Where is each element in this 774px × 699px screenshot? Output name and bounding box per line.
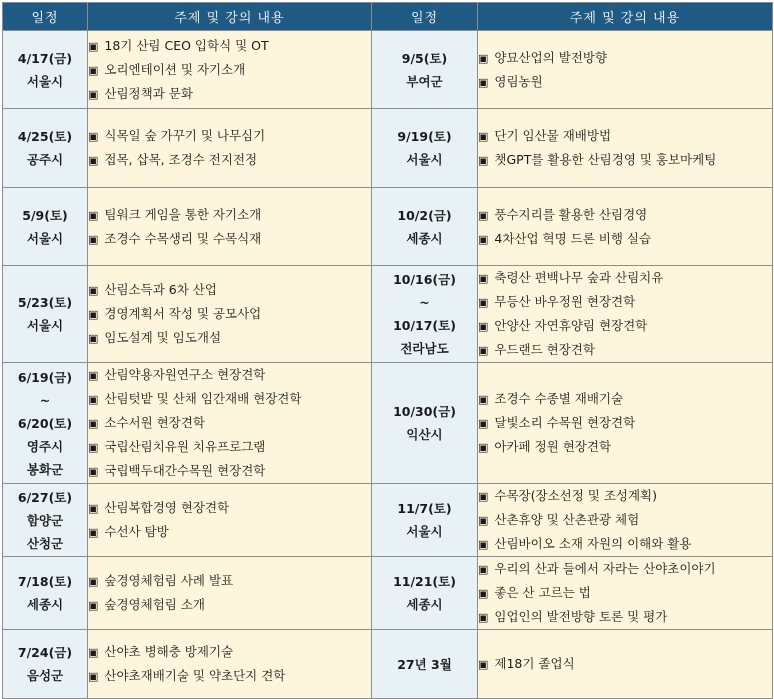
topic-item — [478, 203, 772, 227]
date-line: 27년 3월 — [397, 656, 452, 672]
topic-item — [88, 278, 371, 302]
square-bullet-icon: ▣ — [88, 393, 99, 406]
date-line: 11/21(토) — [393, 574, 456, 589]
square-bullet-icon: ▣ — [88, 599, 99, 612]
topic-text: 달빛소리 수목원 현장견학 — [494, 415, 636, 430]
schedule-row — [3, 109, 773, 188]
date-line: 9/19(토) — [397, 129, 452, 144]
topic-item — [88, 124, 371, 148]
topic-text: 산야초재배기술 및 약초단지 견학 — [104, 668, 286, 683]
topic-item — [478, 70, 772, 94]
date-cell-right — [372, 188, 478, 266]
topic-text: 조경수 수목생리 및 수목식재 — [104, 230, 262, 246]
topic-item — [88, 435, 371, 459]
topic-item — [88, 496, 371, 520]
date-line: 세종시 — [406, 597, 443, 612]
square-bullet-icon: ▣ — [88, 308, 99, 321]
square-bullet-icon: ▣ — [88, 441, 99, 454]
square-bullet-icon: ▣ — [478, 272, 489, 285]
topics-cell-right — [478, 363, 773, 484]
topics-cell-right — [478, 557, 773, 630]
schedule-row — [3, 557, 773, 630]
square-bullet-icon: ▣ — [88, 369, 99, 382]
topic-text: 경영계획서 작성 및 공모사업 — [104, 306, 262, 321]
topic-item — [478, 387, 772, 411]
topic-item — [88, 227, 371, 251]
topic-text: 산촌휴양 및 산촌관광 체험 — [494, 512, 640, 527]
topics-cell-left — [88, 484, 372, 557]
topic-item — [88, 593, 371, 617]
date-cell-right — [372, 363, 478, 484]
topic-text: 산림약용자원연구소 현장견학 — [104, 367, 266, 382]
schedule-row — [3, 630, 773, 699]
topic-text: 제18기 졸업식 — [494, 656, 575, 671]
square-bullet-icon: ▣ — [478, 611, 489, 624]
square-bullet-icon: ▣ — [478, 75, 489, 89]
date-line: 5/9(토) — [22, 207, 68, 223]
header-schedule-left: 일정 — [3, 3, 88, 31]
topics-cell-right — [478, 188, 773, 266]
square-bullet-icon: ▣ — [478, 344, 489, 357]
date-cell-left — [3, 109, 88, 188]
date-cell-left — [3, 266, 88, 363]
date-line: 세종시 — [26, 597, 64, 612]
topics-cell-left — [88, 109, 372, 188]
topics-cell-left — [88, 557, 372, 630]
square-bullet-icon: ▣ — [478, 232, 489, 246]
date-line: 서울시 — [406, 152, 443, 167]
date-cell-left — [3, 484, 88, 557]
topic-item — [88, 326, 371, 350]
date-line: 6/20(토) — [17, 415, 73, 431]
date-line: 11/7(토) — [397, 501, 452, 516]
topic-text: 국립산림치유원 치유프로그램 — [104, 439, 266, 454]
date-cell-left — [3, 188, 88, 266]
square-bullet-icon: ▣ — [478, 441, 489, 454]
topic-text: 산야초 병해충 방제기술 — [104, 644, 234, 659]
topic-text: 오리엔테이션 및 자기소개 — [104, 61, 246, 77]
topic-item — [88, 520, 371, 544]
square-bullet-icon: ▣ — [88, 646, 99, 659]
date-line: 전라남도 — [400, 341, 449, 356]
square-bullet-icon: ▣ — [88, 332, 99, 345]
date-line: 5/23(토) — [17, 295, 73, 310]
date-cell-right — [372, 484, 478, 557]
date-cell-left — [3, 363, 88, 484]
date-line: 9/5(토) — [401, 50, 448, 66]
topic-item — [478, 290, 772, 314]
date-line: 10/30(금) — [393, 404, 456, 419]
topic-item — [478, 581, 772, 605]
square-bullet-icon: ▣ — [88, 232, 99, 246]
schedule-row — [3, 188, 773, 266]
date-line: 서울시 — [26, 73, 64, 89]
square-bullet-icon: ▣ — [478, 130, 489, 143]
square-bullet-icon: ▣ — [478, 417, 489, 430]
topics-cell-right — [478, 31, 773, 109]
date-cell-left — [3, 31, 88, 109]
topic-item — [88, 363, 371, 387]
topic-text: 소수서원 현장견학 — [104, 415, 205, 430]
topic-text: 무등산 바우정원 현장견학 — [494, 294, 636, 309]
square-bullet-icon: ▣ — [478, 393, 489, 406]
topic-text: 임업인의 발전방향 토론 및 평가 — [494, 609, 668, 624]
topic-item — [88, 569, 371, 593]
topic-text: 수선사 탐방 — [104, 524, 169, 539]
square-bullet-icon: ▣ — [478, 320, 489, 333]
topic-text: 영림농원 — [494, 73, 543, 89]
topic-text: 우드랜드 현장견학 — [494, 342, 595, 357]
date-line: 7/18(토) — [17, 574, 73, 589]
topic-text: 아카페 정원 현장견학 — [494, 439, 612, 454]
topic-item — [478, 124, 772, 148]
date-line: 함양군 — [26, 512, 64, 528]
date-line: 봉화군 — [26, 461, 64, 477]
course-schedule-table — [2, 2, 773, 699]
topic-text: 산림바이오 소재 자원의 이해와 활용 — [494, 536, 692, 551]
topic-text: 산림텃밭 및 산채 임간재배 현장견학 — [104, 391, 302, 406]
topic-text: 팀워크 게임을 통한 자기소개 — [104, 206, 262, 222]
topic-text: 풍수지리를 활용한 산림경영 — [494, 206, 648, 222]
square-bullet-icon: ▣ — [88, 670, 99, 683]
square-bullet-icon: ▣ — [478, 587, 489, 600]
date-line: 서울시 — [406, 524, 443, 539]
topic-text: 양묘산업의 발전방향 — [494, 49, 608, 65]
date-cell-right — [372, 630, 478, 699]
square-bullet-icon: ▣ — [478, 658, 489, 671]
date-line: 부여군 — [406, 73, 443, 89]
topic-text: 산림정책과 문화 — [104, 85, 193, 101]
topics-cell-right — [478, 630, 773, 699]
square-bullet-icon: ▣ — [88, 130, 99, 143]
topic-text: 산림복합경영 현장견학 — [104, 500, 230, 515]
topic-item — [478, 532, 772, 556]
topic-text: 수목장(장소선정 및 조성계획) — [494, 488, 658, 503]
topic-item — [88, 302, 371, 326]
square-bullet-icon: ▣ — [88, 284, 99, 297]
date-cell-left — [3, 630, 88, 699]
topic-text: 축령산 편백나무 숲과 산림치유 — [494, 270, 664, 285]
square-bullet-icon: ▣ — [88, 465, 99, 478]
topic-text: 챗GPT를 활용한 산림경영 및 홍보마케팅 — [494, 152, 717, 167]
topic-text: 우리의 산과 들에서 자라는 산야초이야기 — [494, 561, 716, 576]
square-bullet-icon: ▣ — [88, 502, 99, 515]
topic-text: 조경수 수종별 재배기술 — [494, 391, 624, 406]
topic-text: 숲경영체험림 사례 발표 — [104, 573, 234, 588]
date-line: 10/16(금) — [393, 272, 456, 287]
topic-text: 국립백두대간수목원 현장견학 — [104, 463, 266, 478]
square-bullet-icon: ▣ — [88, 154, 99, 167]
topic-item — [88, 459, 371, 483]
topic-item — [478, 605, 772, 629]
topics-cell-left — [88, 630, 372, 699]
topic-item — [478, 411, 772, 435]
square-bullet-icon: ▣ — [478, 51, 489, 65]
topic-text: 임도설계 및 임도개설 — [104, 330, 222, 345]
date-cell-right — [372, 109, 478, 188]
topic-text: 숲경영체험림 소개 — [104, 597, 205, 612]
date-line: 서울시 — [26, 318, 64, 333]
date-line: ~ — [419, 295, 430, 310]
topic-item — [478, 508, 772, 532]
date-line: 7/24(금) — [17, 645, 73, 660]
date-cell-right — [372, 266, 478, 363]
square-bullet-icon: ▣ — [88, 417, 99, 430]
topic-text: 안양산 자연휴양림 현장견학 — [494, 318, 648, 333]
square-bullet-icon: ▣ — [478, 208, 489, 222]
topic-item — [88, 82, 371, 106]
date-cell-left — [3, 557, 88, 630]
topic-item — [478, 484, 772, 508]
topics-cell-left — [88, 188, 372, 266]
topic-text: 식목일 숲 가꾸기 및 나무심기 — [104, 128, 266, 143]
header-schedule-right: 일정 — [372, 3, 478, 31]
schedule-row — [3, 31, 773, 109]
topics-cell-left — [88, 363, 372, 484]
topic-item — [478, 557, 772, 581]
topic-item — [88, 58, 371, 82]
square-bullet-icon: ▣ — [88, 63, 99, 77]
square-bullet-icon: ▣ — [478, 538, 489, 551]
topics-cell-right — [478, 109, 773, 188]
topics-cell-left — [88, 31, 372, 109]
topic-item — [478, 314, 772, 338]
topic-item — [88, 34, 371, 58]
date-line: 4/25(토) — [17, 129, 73, 144]
schedule-row — [3, 484, 773, 557]
date-cell-right — [372, 557, 478, 630]
date-line: 세종시 — [406, 230, 443, 246]
topics-cell-left — [88, 266, 372, 363]
square-bullet-icon: ▣ — [478, 296, 489, 309]
header-topics-left: 주제 및 강의 내용 — [88, 3, 372, 31]
topic-item — [478, 227, 772, 251]
square-bullet-icon: ▣ — [88, 208, 99, 222]
square-bullet-icon: ▣ — [88, 526, 99, 539]
date-line: 영주시 — [26, 438, 64, 454]
square-bullet-icon: ▣ — [478, 563, 489, 576]
square-bullet-icon: ▣ — [88, 87, 99, 101]
topic-item — [478, 148, 772, 172]
topic-item — [478, 338, 772, 362]
date-cell-right — [372, 31, 478, 109]
schedule-row — [3, 363, 773, 484]
topic-item — [88, 640, 371, 664]
date-line: 익산시 — [406, 427, 443, 442]
square-bullet-icon: ▣ — [478, 514, 489, 527]
topics-cell-right — [478, 266, 773, 363]
date-line: 6/19(금) — [17, 369, 73, 385]
topic-text: 접목, 삽목, 조경수 전지전정 — [104, 152, 258, 167]
topic-text: 좋은 산 고르는 법 — [494, 585, 591, 600]
topic-text: 4차산업 혁명 드론 비행 실습 — [494, 230, 652, 246]
topic-item — [88, 148, 371, 172]
topics-cell-right — [478, 484, 773, 557]
date-line: 산청군 — [26, 535, 64, 551]
header-topics-right: 주제 및 강의 내용 — [478, 3, 773, 31]
date-line: 6/27(토) — [17, 489, 73, 505]
date-line: 서울시 — [26, 230, 64, 246]
square-bullet-icon: ▣ — [478, 154, 489, 167]
topic-item — [478, 435, 772, 459]
square-bullet-icon: ▣ — [88, 39, 99, 53]
topic-item — [88, 411, 371, 435]
square-bullet-icon: ▣ — [478, 490, 489, 503]
topic-text: 18기 산림 CEO 입학식 및 OT — [104, 37, 269, 53]
date-line: 공주시 — [26, 152, 64, 167]
topic-item — [88, 387, 371, 411]
topic-text: 단기 임산물 재배방법 — [494, 128, 612, 143]
header-row — [3, 3, 773, 31]
schedule-row — [3, 266, 773, 363]
date-line: 4/17(금) — [17, 50, 73, 66]
square-bullet-icon: ▣ — [88, 575, 99, 588]
topic-item — [478, 652, 772, 676]
date-line: 음성군 — [26, 668, 64, 683]
date-line: 10/2(금) — [397, 207, 452, 223]
topic-text: 산림소득과 6차 산업 — [104, 282, 217, 297]
topic-item — [478, 266, 772, 290]
date-line: ~ — [39, 392, 51, 408]
date-line: 10/17(토) — [393, 318, 456, 333]
topic-item — [88, 203, 371, 227]
topic-item — [478, 46, 772, 70]
topic-item — [88, 664, 371, 688]
